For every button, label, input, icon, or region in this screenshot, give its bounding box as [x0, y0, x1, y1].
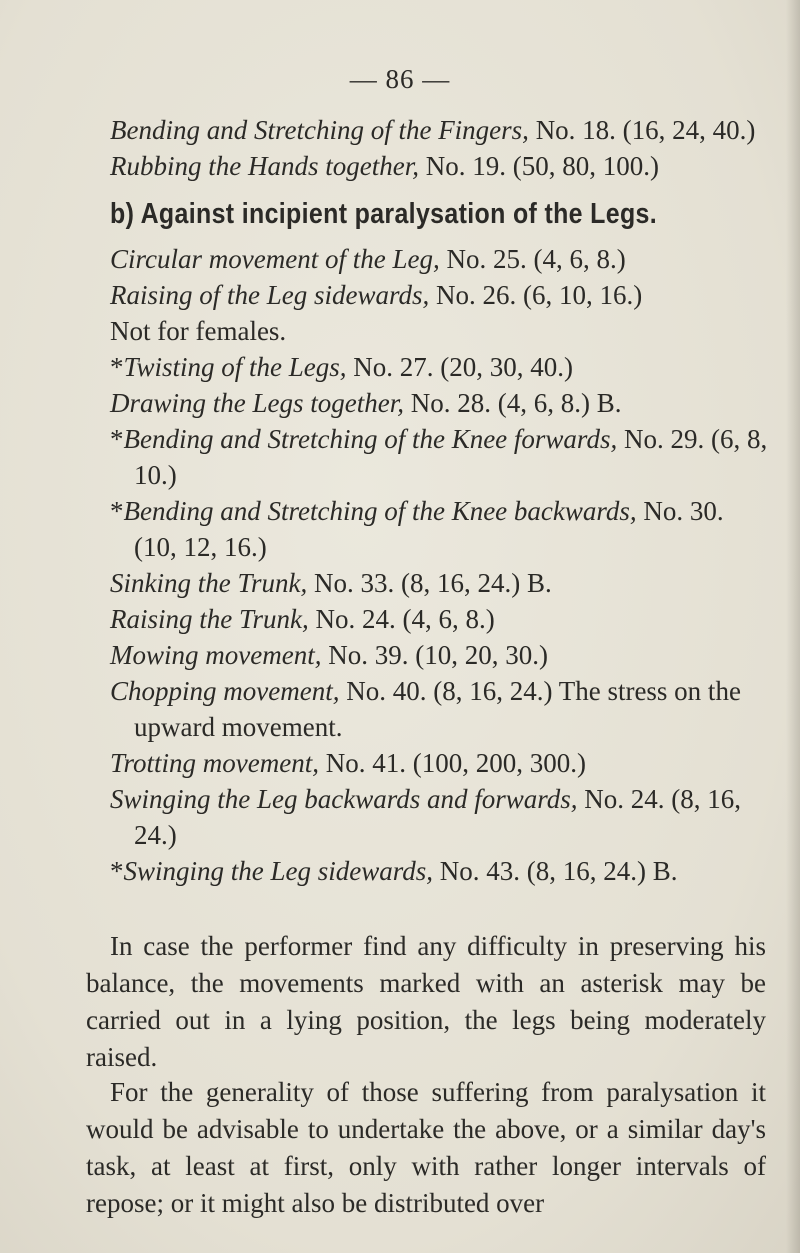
entry-details: No. 27. (20, 30, 40.) — [346, 352, 574, 382]
entry-details: No. 39. (10, 20, 30.) — [321, 640, 548, 670]
list-item — [110, 421, 770, 493]
entry-details: No. 24. (4, 6, 8.) — [308, 604, 495, 634]
entry-title: Sinking the Trunk, — [110, 568, 308, 598]
entry-rubbing-hands — [110, 148, 770, 184]
asterisk-mark: * — [110, 496, 124, 526]
entry-details: No. 30. (10, 12, 16.) — [134, 496, 724, 562]
list-item — [110, 601, 770, 637]
entry-details: Not for females. — [110, 316, 287, 346]
paragraph-generality-note: For the generality of those suffering from paralysation it would be advisable to undertake the above, or a similar day's task, at least at first, only with rather longer intervals of repose; or it might also be distributed over — [86, 1077, 766, 1218]
list-item — [110, 313, 770, 349]
entry-title: Swinging the Leg sidewards, — [123, 856, 434, 886]
list-item — [110, 673, 770, 745]
entry-details: No. 28. (4, 6, 8.) B. — [404, 388, 622, 418]
entry-details: No. 41. (100, 200, 300.) — [319, 748, 586, 778]
entry-title: Drawing the Legs together, — [110, 388, 404, 418]
entry-title: Mowing movement, — [110, 640, 322, 670]
entry-title: Swinging the Leg backwards and forwards, — [110, 784, 578, 814]
entry-details: No. 24. (8, 16, 24.) — [134, 784, 742, 850]
entry-details: No. 29. (6, 8, 10.) — [134, 424, 768, 490]
asterisk-mark: * — [110, 352, 124, 382]
entry-title: Raising of the Leg sidewards, — [110, 280, 430, 310]
asterisk-mark: * — [110, 856, 124, 886]
page-edge-shadow — [786, 0, 800, 1253]
list-item — [110, 349, 770, 385]
entry-details: No. 43. (8, 16, 24.) B. — [433, 856, 678, 886]
entry-details: No. 19. (50, 80, 100.) — [418, 151, 659, 181]
entry-title: Circular movement of the Leg, — [110, 244, 440, 274]
exercise-list — [110, 112, 770, 889]
list-item — [110, 745, 770, 781]
entry-details: No. 33. (8, 16, 24.) B. — [307, 568, 552, 598]
entry-title: Trotting movement, — [110, 748, 319, 778]
list-item — [110, 565, 770, 601]
asterisk-mark: * — [110, 424, 124, 454]
leg-exercise-entries — [110, 241, 770, 889]
entry-title: Bending and Stretching of the Knee backwards, — [123, 496, 637, 526]
entry-details: No. 25. (4, 6, 8.) — [439, 244, 626, 274]
list-item — [110, 781, 770, 853]
entry-details: No. 40. (8, 16, 24.) The stress on the upward movement. — [134, 676, 741, 742]
list-item — [110, 277, 770, 313]
section-heading: b) Against incipient paralysation of the Legs. — [110, 198, 658, 230]
entry-title: Bending and Stretching of the Fingers, — [110, 115, 529, 145]
entry-title: Twisting of the Legs, — [123, 352, 347, 382]
entry-bending-fingers — [110, 112, 770, 148]
paragraph-balance-note: In case the performer find any difficulty in preserving his balance, the movements marked with an asterisk may be carried out in a lying position, the legs being moderately raised. — [86, 931, 766, 1072]
entry-details: No. 18. (16, 24, 40.) — [528, 115, 756, 145]
entry-title: Chopping movement, — [110, 676, 340, 706]
page-number: — 86 — — [349, 64, 451, 94]
list-item — [110, 637, 770, 673]
list-item — [110, 853, 770, 889]
entry-title: Bending and Stretching of the Knee forwards, — [123, 424, 618, 454]
entry-title: Raising the Trunk, — [110, 604, 309, 634]
list-item — [110, 241, 770, 277]
entry-title: Rubbing the Hands together, — [110, 151, 419, 181]
list-item — [110, 385, 770, 421]
list-item — [110, 493, 770, 565]
entry-details: No. 26. (6, 10, 16.) — [429, 280, 643, 310]
